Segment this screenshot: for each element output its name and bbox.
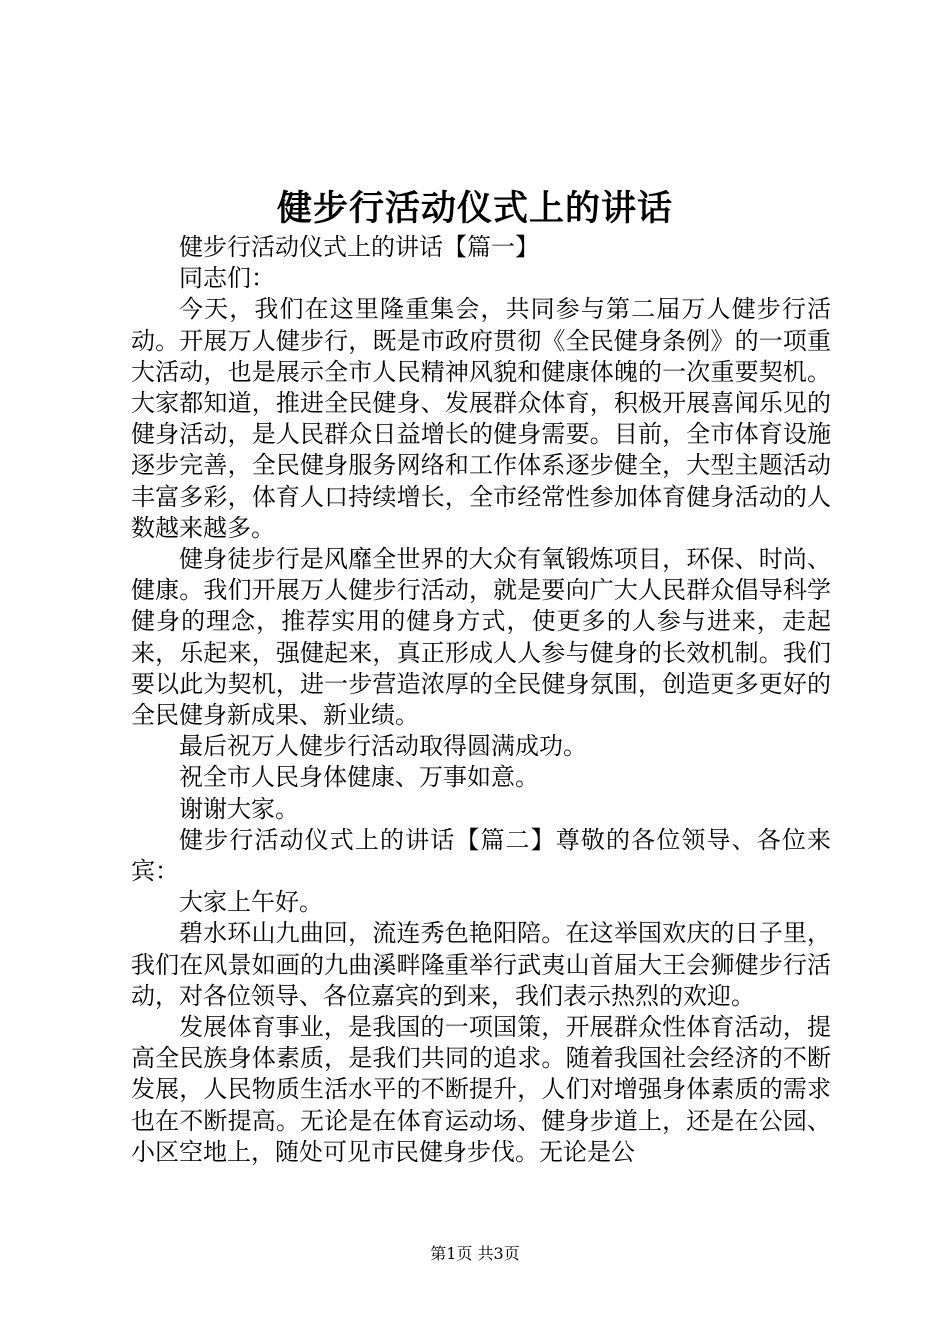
- paragraph: 同志们：: [179, 264, 275, 293]
- paragraph: 发展体育事业，是我国的一项国策，开展群众性体育活动，提高全民族身体素质，是我们共同的追求。随着我国社会经济的不断发展，人民物质生活水平的不断提升，人们对增强身体素质的需求也在不断提高。无论是在体育运动场、健身步道上，还是在公园、小区空地上，随处可见市民健身步伐。无论是公: [131, 1013, 831, 1166]
- paragraph: 谢谢大家。: [179, 794, 299, 823]
- paragraph: 大家上午好。: [179, 888, 323, 917]
- paragraph: 健身徒步行是风靡全世界的大众有氧锻炼项目，环保、时尚、健康。我们开展万人健步行活动，就是要向广大人民群众倡导科学健身的理念，推荐实用的健身方式，使更多的人参与进来，走起来，乐起来，强健起来，真正形成人人参与健身的长效机制。我们要以此为契机，进一步营造浓厚的全民健身氛围，创造更多更好的全民健身新成果、新业绩。: [131, 545, 831, 730]
- paragraph: 健步行活动仪式上的讲话【篇二】尊敬的各位领导、各位来宾：: [131, 825, 831, 886]
- document-body: [131, 232, 831, 1168]
- paragraph: 今天，我们在这里隆重集会，共同参与第二届万人健步行活动。开展万人健步行，既是市政府贯彻《全民健身条例》的一项重大活动，也是展示全市人民精神风貌和健康体魄的一次重要契机。大家都知道，推进全民健身、发展群众体育，积极开展喜闻乐见的健身活动，是人民群众日益增长的健身需要。目前，全市体育设施逐步完善，全民健身服务网络和工作体系逐步健全，大型主题活动丰富多彩，体育人口持续增长，全市经常性参加体育健身活动的人数越来越多。: [131, 295, 831, 542]
- paragraph: 碧水环山九曲回，流连秀色艳阳陪。在这举国欢庆的日子里，我们在风景如画的九曲溪畔隆重举行武夷山首届大王会狮健步行活动，对各位领导、各位嘉宾的到来，我们表示热烈的欢迎。: [131, 919, 831, 1010]
- paragraph: 健步行活动仪式上的讲话【篇一】: [179, 233, 539, 261]
- page-footer: 第1页 共3页: [430, 1244, 520, 1263]
- paragraph: 祝全市人民身体健康、万事如意。: [179, 763, 539, 792]
- document-title: 健步行活动仪式上的讲话: [276, 188, 673, 229]
- paragraph: 最后祝万人健步行活动取得圆满成功。: [179, 732, 587, 761]
